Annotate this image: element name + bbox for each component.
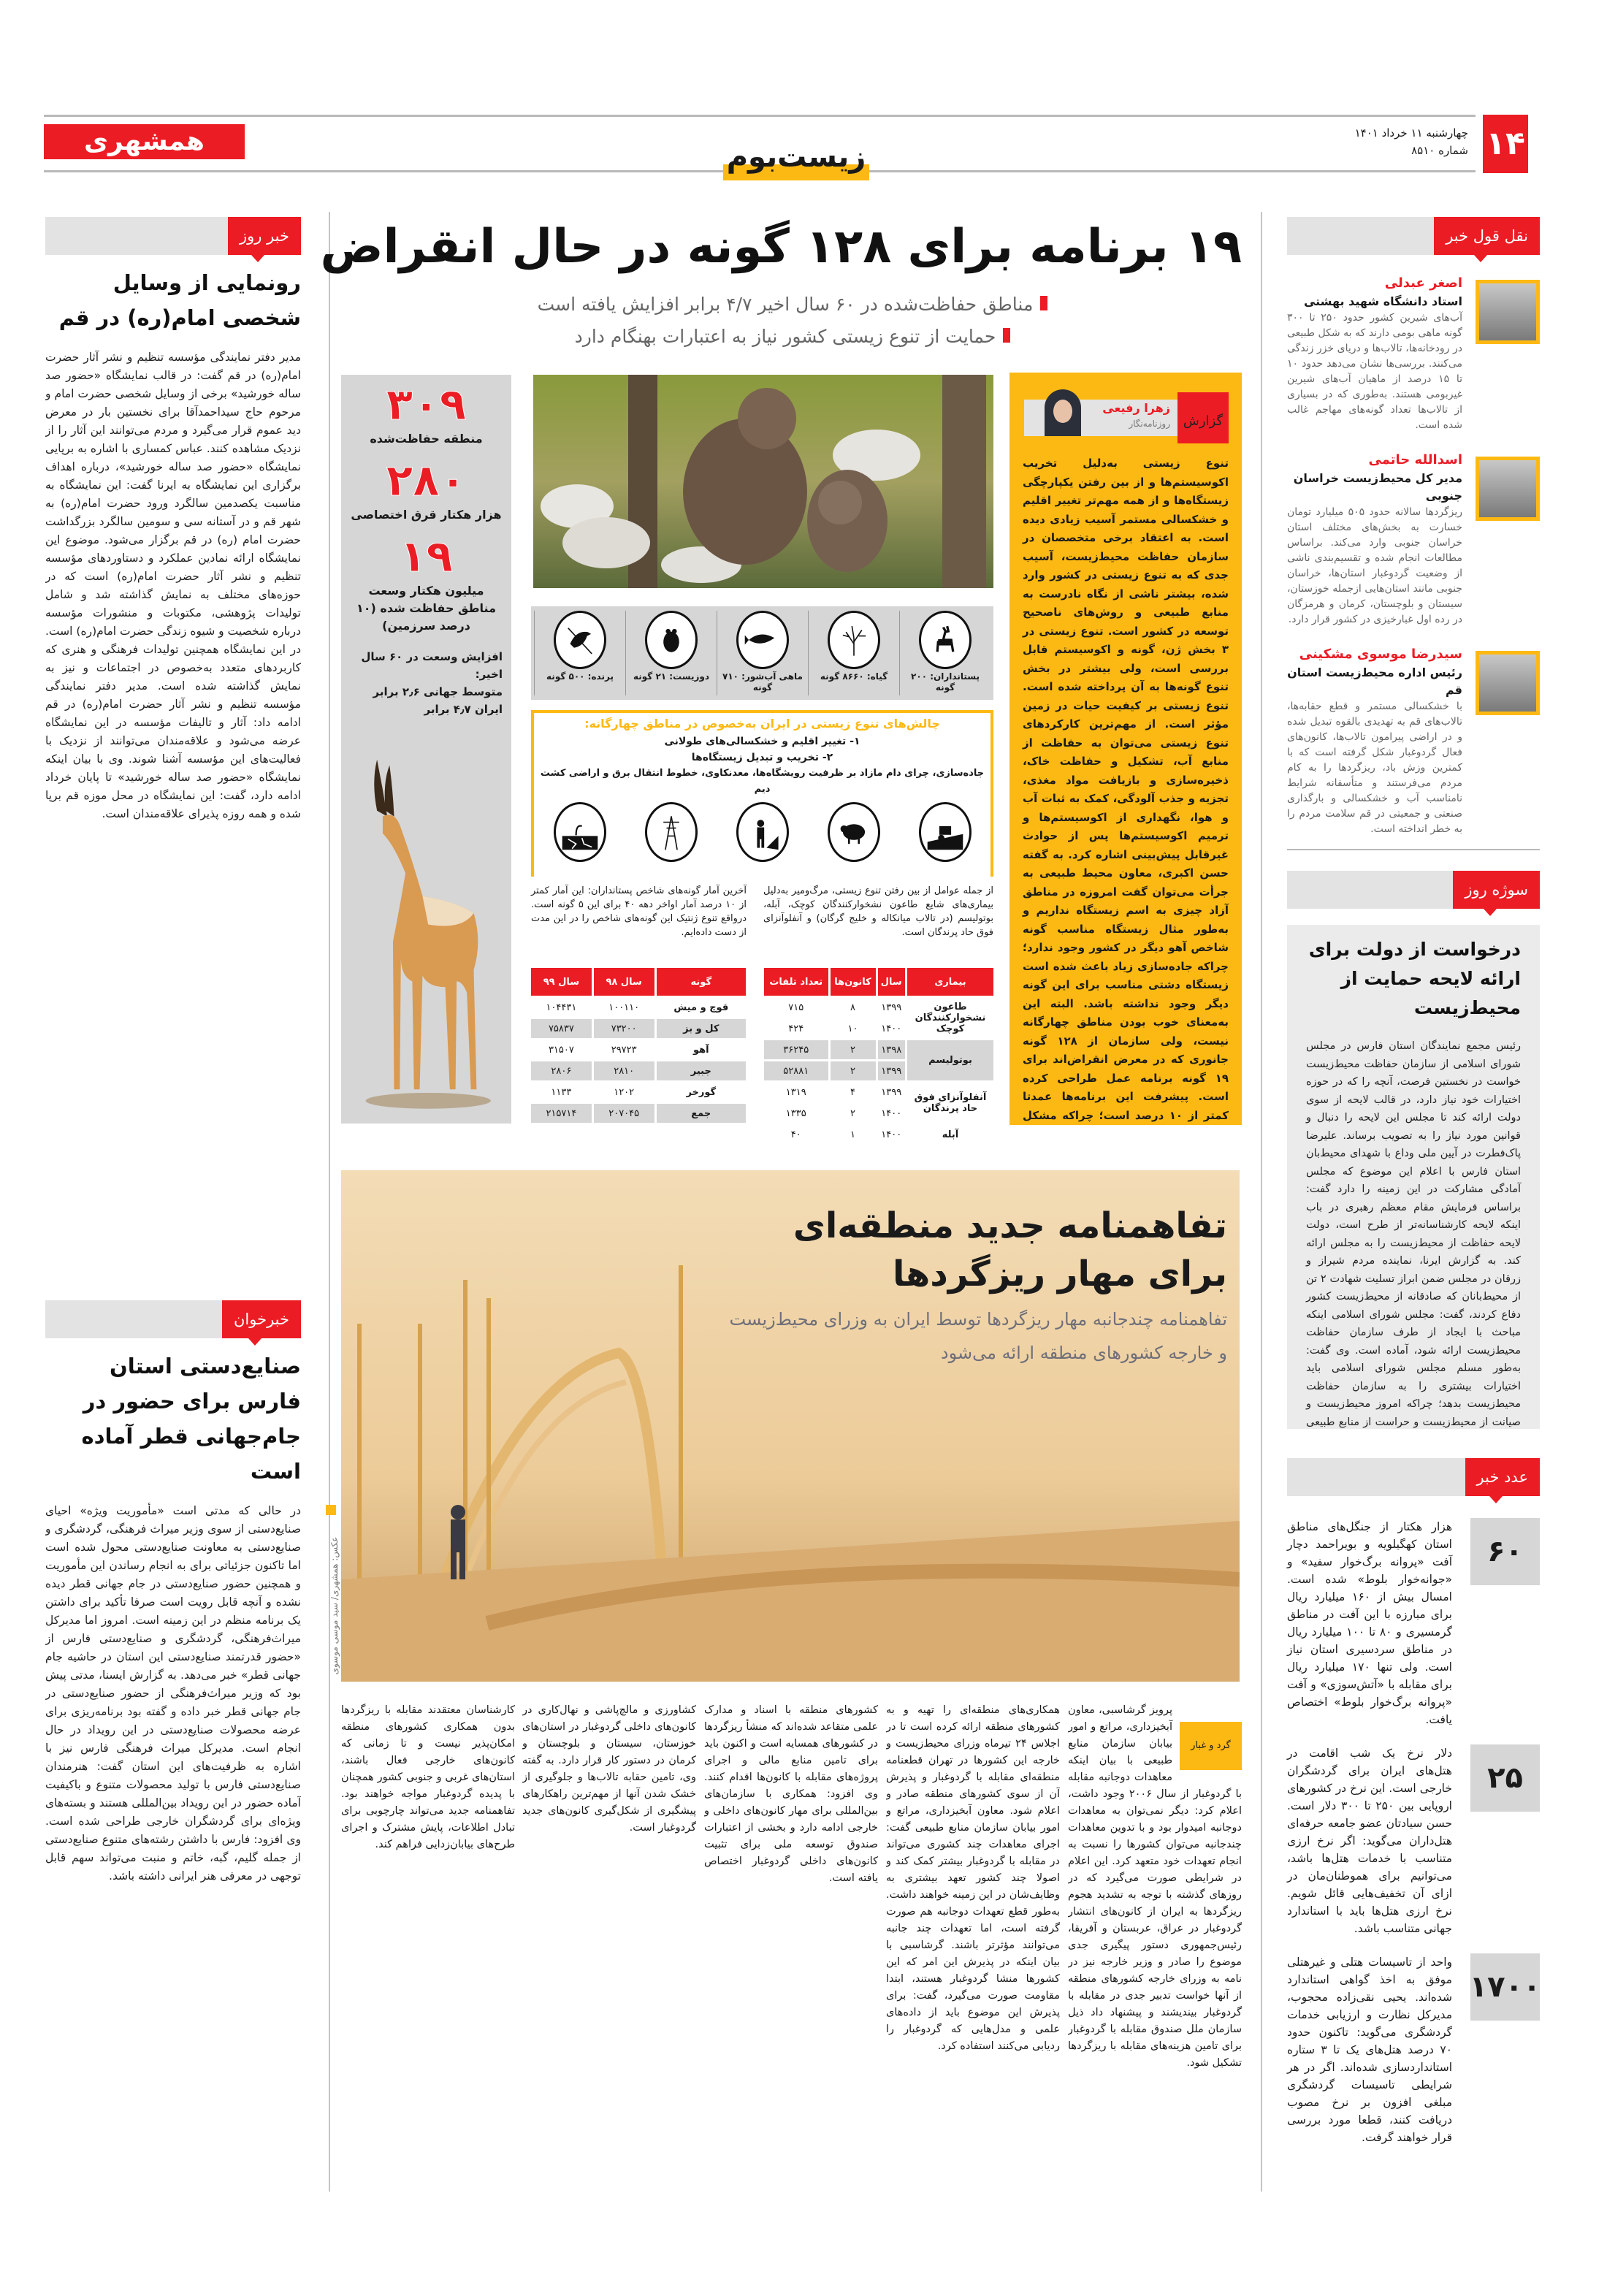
challenges-title: چالش‌های تنوع زیستی در ایران به‌خصوص در مناطق چهارگانه:: [584, 717, 940, 731]
topic-header: [1287, 871, 1540, 909]
dry-land-icon: [554, 802, 606, 862]
growth-title: افزایش وسعت در ۶۰ سال اخیر:: [361, 650, 503, 681]
quote-text-block: [1287, 451, 1462, 628]
table-cell: ۲: [831, 1061, 876, 1080]
table-cell: ۲۱۵۷۱۴: [531, 1104, 592, 1123]
section-title: [719, 135, 873, 179]
species-label: پرنده: ۵۰۰ گونه: [546, 671, 614, 682]
news2-title[interactable]: صنایع‌دستی استان فارس برای حضور در جام‌جهانی قطر آماده است: [81, 1354, 301, 1484]
table-cell: ۱۴۰۰: [881, 1023, 902, 1034]
quote-text-block: [1287, 645, 1462, 837]
news2-body: در حالی که مدتی است «مأموریت ویژه» احیای صنایع‌دستی از سوی وزیر میراث فرهنگی، گردشگری و صنایع‌دستی به معاونت صنایع‌دستی محول شده است اما تاکنون جزئیاتی برای به انجام رساندن این مأموریت و همچنین حضور صنایع‌دستی در جام جهانی قطر دیده نشده و آنچه قابل رویت است صرفا تأکید برای داشتن یک برنامه منظم در این زمینه است. امروز اما مدیرکل میراث‌فرهنگی، گردشگری و صنایع‌دستی فارس از «حضور قدرتمند صنایع‌دستی این استان در حاشیه جام جهانی قطر» خبر می‌دهد. به گزارش ایسنا، مدتی پیش بود که وزیر میراث‌فرهنگی از حضور صنایع‌دستی در جام جهانی قطر خبر داده و گفته بود برنامه‌ریزی برای عرضه محصولات صنایع‌دستی در این رویداد در حال انجام است. مدیرکل میراث فرهنگی فارس نیز با اشاره به ظرفیت‌های این استان گفت: هنرمندان صنایع‌دستی فارس با تولید محصولات متنوع و باکیفیت آماده حضور در این رویداد بین‌المللی هستند و بسته‌های ویژه‌ای برای گردشگران خارجی طراحی شده است. وی افزود: فارس با داشتن رشته‌های متنوع صنایع‌دستی از جمله گلیم، گبه، خاتم و منبت می‌تواند سهم قابل توجهی در معرفی هنر ایرانی داشته باشد.: [45, 1504, 301, 1883]
table-cell: جمع: [657, 1104, 746, 1123]
number-value: ۱۷۰۰: [1470, 1953, 1540, 2021]
disease-table: [762, 966, 996, 1146]
number-text: هزار هکتار از جنگل‌های مناطق استان کهگیلویه و بویراحمد دچار آفت «پروانه برگ‌خوار سفید» و «جوانه‌خوار بلوط» شده است. امسال بیش از ۱۶۰ میلیارد ریال برای مبارزه با این آفت در مناطق گرمسیری و ۸۰ تا ۱۰۰ میلیارد ریال در مناطق سردسیری استان نیاز است. ولی تنها ۱۷۰ میلیارد ریال برای مقابله با «آتش‌سوزی» و آفت «پروانه برگ‌خوار بلوط» اختصاص یافت.: [1287, 1520, 1452, 1726]
number-item: [1287, 1953, 1540, 2146]
table-row: [764, 998, 993, 1017]
gazelle-illustration: [341, 725, 511, 1124]
stat-value: ۳۰۹: [386, 379, 467, 430]
table-cell: ۱۰۴۴۳۱: [546, 1002, 577, 1013]
bear-photo[interactable]: [533, 375, 993, 588]
dust-column: کارشناسان معتقدند مقابله با ریزگردها بدون همکاری کشورهای منطقه امکان‌پذیر نیست و تا زمانی که کانون‌های خارجی فعال باشند، استان‌های غربی و جنوبی کشور همچنان با پدیده گردوغبار مواجه خواهند بود. تفاهمنامه جدید می‌تواند چارچوبی برای تبادل اطلاعات، پایش مشترک و اجرای طرح‌های بیابان‌زدایی فراهم کند.: [341, 1704, 515, 1850]
dust-column: همکاری‌های منطقه‌ای را تهیه و به کشورهای منطقه ارائه کرده است تا در اجلاس ۲۴ تیرماه وزرای محیط‌زیست و خارجه این کشورها در تهران قطعنامه منطقه‌ای مقابله با گردوغبار و پذیرش آن از سوی کشورهای منطقه صادر و اعلام شود. معاون آبخیزداری، مراتع و امور بیابان سازمان منابع طبیعی گفت: اجرای معاهدات چند کشوری می‌تواند در مقابله با گردوغبار بیشتر کمک کند و اصولا چند کشور تعهد بیشتری به وظایف‌شان در این زمینه خواهند داشت. به‌طور قطع تعهدات دوجانبه هم صورت گرفته است، اما تعهدات چند جانبه می‌توانند مؤثرتر باشند. گرشاسبی با بیان اینکه در پذیرش این امر که این کشورها منشا گردوغبار هستند، ابتدا مقاومت صورت می‌گیرد، گفت: برای پذیرش این موضوع باید از داده‌های علمی و مدل‌هایی که گردوغبار را ردیابی می‌کنند استفاده کرد.: [886, 1704, 1060, 2052]
table-row: [531, 998, 746, 1017]
credit-marker: [326, 1505, 336, 1515]
table-cell: آهو: [692, 1044, 709, 1056]
number-value: ۶۰: [1470, 1518, 1540, 1585]
quote-text: ریزگردها سالانه حدود ۵۰۵ میلیارد تومان خسارت به بخش‌های مختلف استان خراسان جنوبی وارد می‌کند. براساس مطالعات انجام شده و تقسیم‌بندی ناشی از وضعیت گردوغبار استان‌ها، خراسان جنوبی مانند استان‌هایی ازجمله خوزستان، سیستان و بلوچستان، کرمان و هرمزگان در رده اول غبارخیزی در کشور قرار دارد.: [1287, 506, 1463, 625]
stats-list: [341, 375, 511, 635]
number-item: [1287, 1518, 1540, 1728]
growth-world: متوسط جهانی ۲٫۶ برابر: [373, 685, 503, 698]
table-cell: ۲: [831, 1040, 876, 1059]
fish-icon: [736, 611, 789, 669]
table-cell: ۱۳۹۸: [878, 1040, 906, 1059]
news-of-day-header: [45, 217, 301, 255]
species-count-table: [529, 966, 748, 1125]
table-cell: ۵۲۸۸۱: [764, 1061, 828, 1080]
news2-block: [45, 1300, 301, 2195]
stat-item: [341, 379, 511, 448]
dust-column: کشاورزی و مالچ‌پاشی و نهال‌کاری در کانون‌های داخلی گردوغبار در استان‌های خوزستان، سیستان و بلوچستان و کرمان در دستور کار قرار دارد. به گفته وی، تامین حقابه تالاب‌ها و جلوگیری از خشک شدن آنها از مهم‌ترین راهکارهای پیشگیری از شکل‌گیری کانون‌های جدید گردوغبار است.: [522, 1704, 696, 1834]
table-cell: ۱۳۹۹: [878, 1061, 906, 1080]
table-row: [764, 1040, 993, 1059]
photo-credit: عکس: همشهری/ سید موسی موسوی: [329, 1536, 340, 1675]
newsreader-header: [45, 1300, 301, 1338]
table-cell: ۷۳۲۰۰: [594, 1019, 654, 1038]
table-cell: ۲۸۰۶: [531, 1061, 592, 1080]
species-label: گیاه: ۸۶۶۰ گونه: [820, 671, 888, 682]
table-cell: جبیر: [657, 1061, 746, 1080]
bullet-marker: [1003, 328, 1010, 343]
table-cell: ۲: [850, 1107, 855, 1119]
news1-body: مدیر دفتر نمایندگی مؤسسه تنظیم و نشر آثار حضرت امام(ره) در قم گفت: در قالب نمایشگاه «حضور صد ساله خورشید» برخی از وسایل شخصی حضرت امام و مرحوم حاج سیداحمدآقا برای نخستین بار در معرض دید عموم قرار می‌گیرد و مردم می‌توانند این آثار را از نزدیک مشاهده کنند. عباس کمساری با اشاره به برپایی نمایشگاه «حضور صد ساله خورشید»، درباره اهداف برگزاری این نمایشگاه به ایرنا گفت: این نمایشگاه به مناسبت یکصدمین سالگرد ورود حضرت امام(ره) به شهر قم و در آستانه سی و سومین سالگرد بزرگداشت حضرت امام (ره) در قم برگزار می‌شود. موضوع این نمایشگاه ارائه نمادین عملکرد و دستاوردهای مؤسسه تنظیم و نشر آثار حضرت امام(ره) است که در حوزه‌های مختلف به نمایش گذاشته شد و شامل تولیدات پژوهشی، مکتوبات و منشورات مؤسسه درباره شخصیت و شیوه زندگی حضرت امام(ره) است. در این نمایشگاه همچنین تولیدات فرهنگی و هنری که کاربردهای متعدد به‌خصوص در اجتماعات و نیز به نمایش گذاشته شده است. مدیر دفتر نمایندگی مؤسسه تنظیم و نشر آثار حضرت امام(ره) در قم ادامه داد: آثار و تالیفات مؤسسه در این نمایشگاه عرضه می‌شود و علاقه‌مندان می‌توانند از نزدیک با فعالیت‌های این مؤسسه آشنا شوند. وی با بیان اینکه نمایشگاه «حضور صد ساله خورشید» تا پایان خرداد ادامه دارد، گفت: این نمایشگاه در محل موزه قم برپا شده و همه روزه پذیرای علاقه‌مندان است.: [45, 351, 301, 820]
quote-text-block: [1287, 274, 1462, 433]
quote-item: [1287, 451, 1540, 628]
quote-photo: [1476, 651, 1540, 715]
quote-name: سیدرضا موسوی مشکینی: [1299, 647, 1462, 662]
dust-column: کشورهای منطقه با اسناد و مدارک علمی متقاعد شده‌اند که منشأ ریزگردها در کشورهای همسایه است و اکنون باید برای تامین منابع مالی و اجرای پروژه‌های مقابله با کانون‌ها اقدام کنند. وی افزود: همکاری با سازمان‌های بین‌المللی برای مهار کانون‌های داخلی و خارجی ادامه دارد و بخشی از اعتبارات صندوق توسعه ملی برای تثبیت کانون‌های داخلی گردوغبار اختصاص یافته است.: [704, 1704, 878, 1884]
column-header: کانون‌ها: [831, 968, 876, 996]
quote-role: مدیر کل محیط‌زیست خراسان جنوبی: [1293, 471, 1462, 503]
species-item: [717, 611, 808, 695]
table-cell: ۳۱۵۰۷: [548, 1044, 574, 1056]
growth-note: [341, 648, 511, 718]
table-cell: ۴: [850, 1086, 855, 1098]
road-roller-icon: [919, 802, 972, 862]
table-cell: طاعون نشخوارکنندگان کوچک: [915, 1002, 986, 1034]
stat-item: [341, 455, 511, 524]
species-label: ماهی آب‌شور: ۷۱۰ گونه: [722, 671, 803, 693]
deck-line: [343, 289, 1242, 321]
table-cell: گورخر: [686, 1086, 717, 1098]
challenge-item: ۱- تغییر اقلیم و خشکسالی‌های طولانی: [664, 736, 860, 747]
newspaper-logo[interactable]: همشهری: [44, 124, 245, 159]
column-header: سال ۹۸: [594, 968, 654, 996]
numbers-header: [1287, 1458, 1540, 1496]
column-header: گونه: [657, 968, 746, 996]
bullet-marker: [1040, 296, 1047, 310]
challenge-causes: جاده‌سازی، چرای دام مازاد بر ظرفیت رویشگاه‌ها، معدنکاوی، خطوط انتقال برق و اراضی کشت دیم: [540, 768, 985, 795]
news-of-day-tag: خبر روز: [228, 217, 301, 255]
frog-icon: [645, 611, 698, 669]
deck-text: مناطق حفاظت‌شده در ۶۰ سال اخیر ۴/۷ برابر افزایش یافته است: [537, 294, 1034, 315]
stat-label: هزار هکتار قرق اختصاصی: [351, 508, 502, 522]
dust-headline-block: [716, 1202, 1227, 1370]
table-row: [531, 1104, 746, 1123]
bird-icon: [554, 611, 606, 669]
column-divider: [329, 212, 330, 2192]
quote-photo: [1476, 280, 1540, 344]
power-tower-icon: [645, 802, 698, 862]
table-cell: آبله: [942, 1129, 959, 1140]
dust-column: [1068, 1702, 1242, 2199]
sheep-icon: [828, 802, 880, 862]
table-cell: ۱۰۰۱۱۰: [608, 1002, 640, 1013]
table-cell: قوچ و میش: [673, 1002, 729, 1013]
quotes-list: [1287, 274, 1540, 837]
author-role: روزنامه‌نگار: [1129, 419, 1170, 429]
species-intro: آخرین آمار گونه‌های شاخص پستانداران: این آمار کمتر از ۱۰ درصد آمار اواخر دهه ۴۰ برای این ۵ گونه است. درواقع تنوع ژنتیک این گونه‌های شاخص را در این مدت از دست داده‌ایم.: [531, 885, 747, 938]
quote-name: اسدالله حاتمی: [1368, 452, 1462, 468]
table-header-row: [764, 968, 993, 996]
quotes-divider: [1287, 849, 1540, 850]
table-row: [531, 1019, 746, 1038]
report-body: تنوع زیستی به‌دلیل تخریب اکوسیستم‌ها و از بین رفتن یکپارچگی زیستگاه‌ها و از همه مهم‌تر تغییر اقلیم و خشکسالی مستمر آسیب زیادی دیده است. به اعتقاد برخی متخصصان در سازمان حفاظت محیط‌زیست، آسیب جدی که به تنوع زیستی در کشور وارد شده، بیشتر ناشی از نگاه نادرست به منابع طبیعی و روش‌های ناصحیح توسعه در کشور است. تنوع زیستی در ۳ بخش ژن، گونه و اکوسیستم قابل بررسی است، ولی بیشتر در بخش تنوع گونه‌ها به آن پرداخته شده است. تنوع زیستی بر کیفیت حیات در زمین مؤثر است. از مهم‌ترین کارکردهای تنوع زیستی می‌توان به حفاظت از منابع آب، تشکیل و حفاظت خاک، ذخیره‌سازی و بازیافت مواد مغذی، تجزیه و جذب آلودگی، کمک به ثبات آب و هوا، نگهداری از اکوسیستم‌ها و ترمیم اکوسیستم‌ها پس از حوادث غیرقابل پیش‌بینی اشاره کرد. به گفته حسن اکبری، معاون محیط طبیعی به جرأت می‌توان گفت امروزه در مناطق آزاد چیزی به اسم زیستگاه نداریم و به‌طور مثال زیستگاه مناسب گونه شاخص آهو دیگر در کشور وجود ندارد؛ چراکه جاده‌سازی زیاد باعث شده است زیستگاه دشتی مناسب برای این گونه دیگر وجود نداشته باشد. البته این به‌معنای خوب بودن مناطق چهارگانه نیست، ولی سازمان از ۱۲۸ گونه جانوری که در معرض انقراض‌اند برای ۱۹ گونه برنامه عمل طراحی کرده است. پیشرفت این برنامه‌ها عمدتا کمتر از ۱۰ درصد است؛ چراکه مشکل: [1023, 457, 1229, 1122]
column-header: تعداد تلفات: [764, 968, 828, 996]
table-cell: ۷۱۵: [788, 1002, 804, 1013]
table-header-row: [531, 968, 746, 996]
page-number: ۱۴: [1483, 115, 1528, 173]
dust-headline[interactable]: تفاهمنامه جدید منطقه‌ای: [793, 1205, 1227, 1246]
table-row: [531, 1040, 746, 1059]
stat-value: ۲۸۰: [386, 455, 467, 506]
main-deck: [343, 289, 1242, 353]
table-cell: بوتولیسم: [907, 1040, 993, 1080]
quote-text: با خشکسالی مستمر و قطع حقابه‌ها، تالاب‌های قم به تهدیدی بالقوه تبدیل شده و در اراضی پیرامون تالاب‌ها، کانون‌های فعال گردوغبار شکل گرفته است که با کمترین وزش باد، ریزگردها را به کام مردم می‌فرستند و متأسفانه شرایط نامناسب آب و خشکسالی و بارگذاری صنعتی و جمعیتی در قم سلامت مردم را به خطر انداخته است.: [1287, 701, 1462, 835]
table-cell: ۲۹۷۲۳: [611, 1044, 637, 1056]
table-cell: ۱۳۳۵: [785, 1107, 806, 1119]
species-item: [899, 611, 990, 695]
disease-intro: از جمله عوامل از بین رفتن تنوع زیستی، مرگ‌ومیر به‌دلیل بیماری‌های شایع طاعون نشخوارکنندگان کوچک، آبله، بوتولیسم (در تالاب میانکاله و خلیج گرگان) و آنفلوآنزای فوق حاد پرندگان است.: [763, 885, 993, 938]
column-header: بیماری: [907, 968, 993, 996]
growth-iran: ایران ۴٫۷ برابر: [424, 703, 503, 716]
quote-name: اصغر عبدلی: [1384, 275, 1462, 291]
number-value: ۲۵: [1470, 1744, 1540, 1812]
quotes-header: [1287, 217, 1540, 255]
table-row: [764, 1125, 993, 1144]
dateline: [1355, 124, 1468, 159]
main-headline[interactable]: ۱۹ برنامه برای ۱۲۸ گونه در حال انقراض: [320, 220, 1242, 274]
table-cell: ۱۰: [847, 1023, 858, 1034]
column-header: سال: [878, 968, 906, 996]
number-text: واحد از تاسیسات هتلی و غیرهتلی موفق به اخذ گواهی استاندارد شده‌اند. یحیی نقی‌زاده محجوب، مدیرکل نظارت و ارزیابی خدمات گردشگری می‌گوید: تاکنون حدود ۷۰ درصد هتل‌های یک تا ۳ ستاره استانداردسازی شده‌اند. اگر در هر شرایطی تاسیسات گردشگری مبلغی افزون بر نرخ مصوب دریافت کنند، قطعا مورد بررسی قرار خواهند گرفت.: [1287, 1956, 1453, 2144]
miner-icon: [736, 802, 789, 862]
table-cell: ۴۰: [790, 1129, 801, 1140]
table-row: [531, 1083, 746, 1102]
table-cell: ۴۲۴: [788, 1023, 804, 1034]
top-rule: [44, 115, 1476, 117]
table-row: [531, 1061, 746, 1080]
table-cell: ۲۸۱۰: [594, 1061, 654, 1080]
numbers-tag: عدد خبر: [1465, 1458, 1541, 1496]
challenges-box: [531, 710, 993, 877]
quotes-tag: نقل قول خبر: [1434, 217, 1540, 255]
species-item: [808, 611, 899, 695]
number-item: [1287, 1744, 1540, 1937]
news1-title[interactable]: رونمایی از وسایل شخصی امام(ره) در قم: [58, 270, 301, 330]
dust-subhead: تفاهمنامه چندجانبه مهار ریزگردها توسط ایران به وزرای محیط‌زیست و خارجه کشورهای منطقه ارائه می‌شود: [729, 1309, 1227, 1363]
table-cell: کل و بز: [657, 1019, 746, 1038]
dust-column-text: پرویز گرشاسبی، معاون آبخیزداری، مراتع و امور بیابان سازمان منابع طبیعی با بیان اینکه معاهدات دوجانبه مقابله با گردوغبار از سال ۲۰۰۶ وجود داشت، اعلام کرد: دیگر نمی‌توان به معاهدات دوجانبه امیدوار بود و با تدوین معاهدات چندجانبه می‌توان کشورها را نسبت به انجام تعهدات خود متعهد کرد. این اعلام در شرایطی صورت می‌گیرد که در روزهای گذشته با توجه به تشدید هجوم ریزگردها به ایران از کانون‌های انتشار گردوغبار در عراق، عربستان و آفریقا، رئیس‌جمهوری دستور پیگیری جدی موضوع را صادر و وزیر خارجه نیز در نامه به وزرای خارجه کشورهای منطقه از آنها خواست تدبیر جدی در مقابله با گردوغبار بیندیشند و پیشنهاد داد ذیل سازمان ملل صندوق مقابله با گردوغبار برای تامین هزینه‌های مقابله با ریزگردها تشکیل شود.: [1068, 1704, 1242, 2069]
table-cell: ۱۴۰۰: [881, 1107, 902, 1119]
cause-icons: [534, 802, 990, 862]
deck-line: [343, 321, 1242, 353]
table-cell: ۷۵۸۳۷: [531, 1019, 592, 1038]
issue-date: چهارشنبه ۱۱ خرداد ۱۴۰۱: [1354, 126, 1468, 140]
author-photo: [1045, 389, 1081, 436]
right-column: [1287, 217, 1540, 2146]
column-divider: [1261, 212, 1262, 2192]
table-cell: آنفلوآنزای فوق حاد پرندگان: [914, 1091, 987, 1114]
topic-title[interactable]: درخواست از دولت برای ارائه لایحه حمایت از محیط‌زیست: [1308, 939, 1521, 1018]
quote-text: آب‌های شیرین کشور حدود ۲۵۰ تا ۳۰۰ گونه ماهی بومی دارند که به شکل طبیعی در رودخانه‌ها، تالاب‌ها و دریای خزر زندگی می‌کنند. بررسی‌ها نشان می‌دهد حدود ۱۰ تا ۱۵ درصد از ماهیان آب‌های شیرین غیربومی هستند. به‌طوری که در بسیاری از تالاب‌ها تعداد گونه‌های مهاجم غالب شده است.: [1287, 312, 1463, 431]
table-cell: ۱۳۱۹: [785, 1086, 806, 1098]
deck-text: حمایت از تنوع زیستی کشور نیاز به اعتبارات بهنگام دارد: [574, 326, 996, 347]
table-cell: ۳۶۲۴۵: [764, 1040, 828, 1059]
quote-role: رئیس اداره محیط‌زیست استان قم: [1287, 665, 1462, 697]
quote-photo: [1476, 457, 1540, 521]
report-column: [1009, 373, 1242, 1125]
quote-item: [1287, 274, 1540, 433]
number-text: دلار نرخ یک شب اقامت در هتل‌های ایران برای گردشگران خارجی است. این نرخ در کشورهای اروپایی بین ۲۵۰ تا ۳۰۰ دلار است. حسن سیادتان عضو جامعه حرفه‌ای هتل‌داران می‌گوید: اگر نرخ ارزی متناسب با خدمات هتل‌ها باشد، می‌توانیم برای هموطنان‌مان در ازای آن تخفیف‌هایی قائل شویم. نرخ ارزی هتل‌ها باید با استاندارد جهانی متناسب باشد.: [1287, 1747, 1452, 1935]
topic-tag: سوژه روز: [1453, 871, 1540, 909]
author-card: [1024, 400, 1229, 436]
dust-tag: گرد و غبار: [1180, 1722, 1242, 1770]
stats-panel: [341, 375, 511, 1124]
challenge-item: ۲- تخریب و تبدیل زیستگاه‌ها: [691, 752, 833, 763]
table-cell: ۱۴۰۰: [881, 1129, 902, 1140]
author-name: زهرا رفیعی: [1102, 401, 1170, 415]
topic-body: رئیس مجمع نمایندگان استان فارس در مجلس شورای اسلامی از سازمان حفاظت محیط‌زیست خواست در نخستین فرصت، آنچه را که در حوزه اختیارات خود نیاز دارد، در قالب لایحه از سوی دولت ارائه کند تا مجلس این لایحه را دنبال و قوانین مورد نیاز را به تصویب برساند. علیرضا پاک‌فطرت در آیین ملی وداع با شهدای محیط‌بان استان فارس با اعلام این موضوع که مجلس آمادگی مشارکت در این زمینه را دارد گفت: براساس فرمایش مقام معظم رهبری در باب اینکه لایحه کارشناسانه‌تر از طرح است، دولت لایحه حفاظت از محیط‌زیست را به مجلس ارائه کند. به گزارش ایرنا، نماینده مردم شیراز و زرقان در مجلس ضمن ابراز تسلیت شهادت ۲ تن از محیط‌بانان که صادقانه از محیط‌زیست کشور دفاع کردند، گفت: مجلس شورای اسلامی اینکه مباحث با ایجاد از طرف سازمان حفاظت محیط‌زیست ارائه شود، آماده است. وی گفت: به‌طور مسلم مجلس شورای اسلامی باید اختیارات بیشتری را به سازمان حفاظت محیط‌زیست بدهد؛ چراکه امروز محیط‌زیست و صیانت از محیط‌زیست و حراست از منابع طبیعی: [1306, 1040, 1522, 1428]
table-cell: ۱۳۹۹: [881, 1086, 902, 1098]
table-cell: ۲۰۷۰۴۵: [594, 1104, 654, 1123]
issue-number: شماره ۸۵۱۰: [1411, 144, 1468, 157]
stat-label: منطقه حفاظت‌شده: [370, 432, 483, 446]
numbers-list: [1287, 1518, 1540, 2146]
quote-item: [1287, 645, 1540, 837]
species-label: پستانداران: ۲۰۰ گونه: [911, 671, 980, 693]
table-cell: ۸: [850, 1002, 855, 1013]
table-cell: ۱۱۳۳: [551, 1086, 572, 1098]
topic-box: [1287, 925, 1540, 1429]
tag-spacer: [1172, 1702, 1242, 1775]
newsreader-tag: خبرخوان: [222, 1300, 301, 1338]
stat-value: ۱۹: [399, 531, 454, 582]
table-row: [764, 1083, 993, 1102]
table-cell: ۱: [850, 1129, 855, 1140]
column-header: سال ۹۹: [531, 968, 592, 996]
quote-role: استاد دانشگاه شهید بهشتی: [1303, 294, 1462, 308]
report-tag: گزارش: [1177, 392, 1229, 443]
species-item: [534, 611, 625, 695]
table-cell: ۱۲۰۲: [614, 1086, 635, 1098]
species-label: دوزیست: ۲۱ گونه: [633, 671, 710, 682]
deer-icon: [919, 611, 972, 669]
table-cell: ۱۳۹۹: [881, 1002, 902, 1013]
section-title-text: زیست‌بوم: [726, 140, 866, 174]
dust-headline[interactable]: برای مهار ریزگردها: [892, 1254, 1227, 1294]
stat-item: [341, 531, 511, 635]
species-item: [625, 611, 717, 695]
stat-label: میلیون هکتار وسعت مناطق حفاظت شده (۱۰ درصد سرزمین): [356, 584, 496, 633]
species-panel: [531, 606, 993, 700]
tree-icon: [828, 611, 880, 669]
news1-block: [45, 217, 301, 1251]
